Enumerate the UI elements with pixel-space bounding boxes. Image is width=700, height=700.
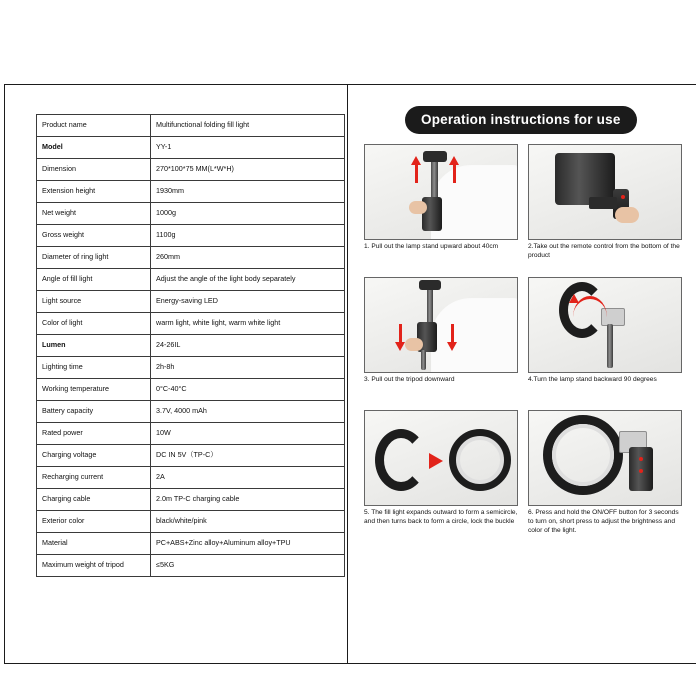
spec-value: 2h-8h [151,357,345,379]
step-2-photo [528,144,682,240]
instructions-row [364,144,682,269]
arrow-stem [451,324,454,342]
step-3-photo [364,277,518,373]
hand [409,201,427,214]
instructions-grid [364,144,682,543]
spec-key: Battery capacity [37,401,151,423]
spec-key: Extension height [37,181,151,203]
spec-key: Dimension [37,159,151,181]
step-1-caption: 1. Pull out the lamp stand upward about 40cm [364,243,499,250]
up-arrow-icon [411,156,421,165]
table-row [37,203,345,225]
table-row [37,247,345,269]
spec-key: Lumen [37,335,151,357]
table-row [37,291,345,313]
spec-key: Charging cable [37,489,151,511]
spec-key: Gross weight [37,225,151,247]
spec-value: YY-1 [151,137,345,159]
spec-value: Multifunctional folding fill light [151,115,345,137]
spec-key: Exterior color [37,511,151,533]
arrow-stem [415,165,418,183]
person-shirt [431,165,518,240]
table-row [37,159,345,181]
table-row [37,269,345,291]
spec-value: 1000g [151,203,345,225]
spec-value: Energy-saving LED [151,291,345,313]
table-row [37,423,345,445]
up-arrow-icon [449,156,459,165]
spec-value: DC IN 5V（TP-C） [151,445,345,467]
specification-table [36,114,345,577]
phone-clamp [419,280,441,290]
person-shirt [431,298,518,373]
table-row [37,181,345,203]
instruction-step-3 [364,277,518,402]
step-5-photo [364,410,518,506]
table-row [37,225,345,247]
step-5-caption: 5. The fill light expands outward to form a semicircle, and then turns back to form a circle, lock the buckle [364,509,518,525]
up-arrow-icon [569,294,579,303]
spec-value: 2A [151,467,345,489]
spec-key: Rated power [37,423,151,445]
step-4-photo [528,277,682,373]
ring-light-glow [552,424,614,486]
spec-value: 3.7V, 4000 mAh [151,401,345,423]
table-row [37,511,345,533]
spec-value: warm light, white light, warm white light [151,313,345,335]
spec-key: Lighting time [37,357,151,379]
highlight-dot [621,195,625,199]
specification-table-wrapper [36,114,324,577]
spec-key: Diameter of ring light [37,247,151,269]
spec-key: Angle of fill light [37,269,151,291]
table-row [37,445,345,467]
table-row [37,357,345,379]
spec-value: black/white/pink [151,511,345,533]
lamp-stand-pole [607,324,613,368]
spec-key: Working temperature [37,379,151,401]
table-row [37,533,345,555]
step-6-photo [528,410,682,506]
clamp [589,197,617,209]
instruction-step-4 [528,277,682,402]
table-row [37,379,345,401]
spec-key: Charging voltage [37,445,151,467]
spec-value: PC+ABS+Zinc alloy+Aluminum alloy+TPU [151,533,345,555]
spec-value: 260mm [151,247,345,269]
spec-value: 0°C-40°C [151,379,345,401]
instructions-row [364,410,682,535]
spec-key: Material [37,533,151,555]
table-row [37,467,345,489]
spec-key: Color of light [37,313,151,335]
table-row [37,555,345,577]
step-1-photo [364,144,518,240]
phone-clamp [423,151,447,162]
instructions-row [364,277,682,402]
power-button-icon [639,457,643,461]
spec-key: Net weight [37,203,151,225]
spec-key: Product name [37,115,151,137]
step-4-caption: 4.Turn the lamp stand backward 90 degrees [528,376,657,383]
table-row [37,401,345,423]
right-arrow-icon [429,453,443,469]
spec-key: Model [37,137,151,159]
down-arrow-icon [447,342,457,351]
spec-value: 1100g [151,225,345,247]
instruction-step-2 [528,144,682,269]
step-6-caption: 6. Press and hold the ON/OFF button for 3 seconds to turn on, short press to adjust the brightness and color of the light. [528,509,679,534]
down-arrow-icon [395,342,405,351]
instruction-step-5 [364,410,518,535]
spec-value: 270*100*75 MM(L*W*H) [151,159,345,181]
tripod-leg [421,350,426,370]
step-3-caption: 3. Pull out the tripod downward [364,376,455,383]
lamp-stand-pole [427,284,433,324]
spec-value: ≤5KG [151,555,345,577]
table-row [37,137,345,159]
arrow-stem [453,165,456,183]
ring-light-glow [456,436,504,484]
instructions-heading: Operation instructions for use [405,106,637,134]
arrow-stem [399,324,402,342]
spec-value: Adjust the angle of the light body separately [151,269,345,291]
spec-key: Maximum weight of tripod [37,555,151,577]
table-row [37,313,345,335]
spec-value: 2.0m TP-C charging cable [151,489,345,511]
table-row [37,489,345,511]
spec-value: 24-26IL [151,335,345,357]
brightness-button-icon [639,469,643,473]
hand [615,207,639,223]
table-row [37,115,345,137]
instructions-pane [348,84,696,664]
semicircle-light [375,429,427,491]
table-row [37,335,345,357]
spec-key: Recharging current [37,467,151,489]
spec-value: 1930mm [151,181,345,203]
instruction-step-1 [364,144,518,269]
hand [405,338,423,351]
spec-key: Light source [37,291,151,313]
spec-value: 10W [151,423,345,445]
step-2-caption: 2.Take out the remote control from the bottom of the product [528,243,680,259]
instruction-step-6 [528,410,682,535]
